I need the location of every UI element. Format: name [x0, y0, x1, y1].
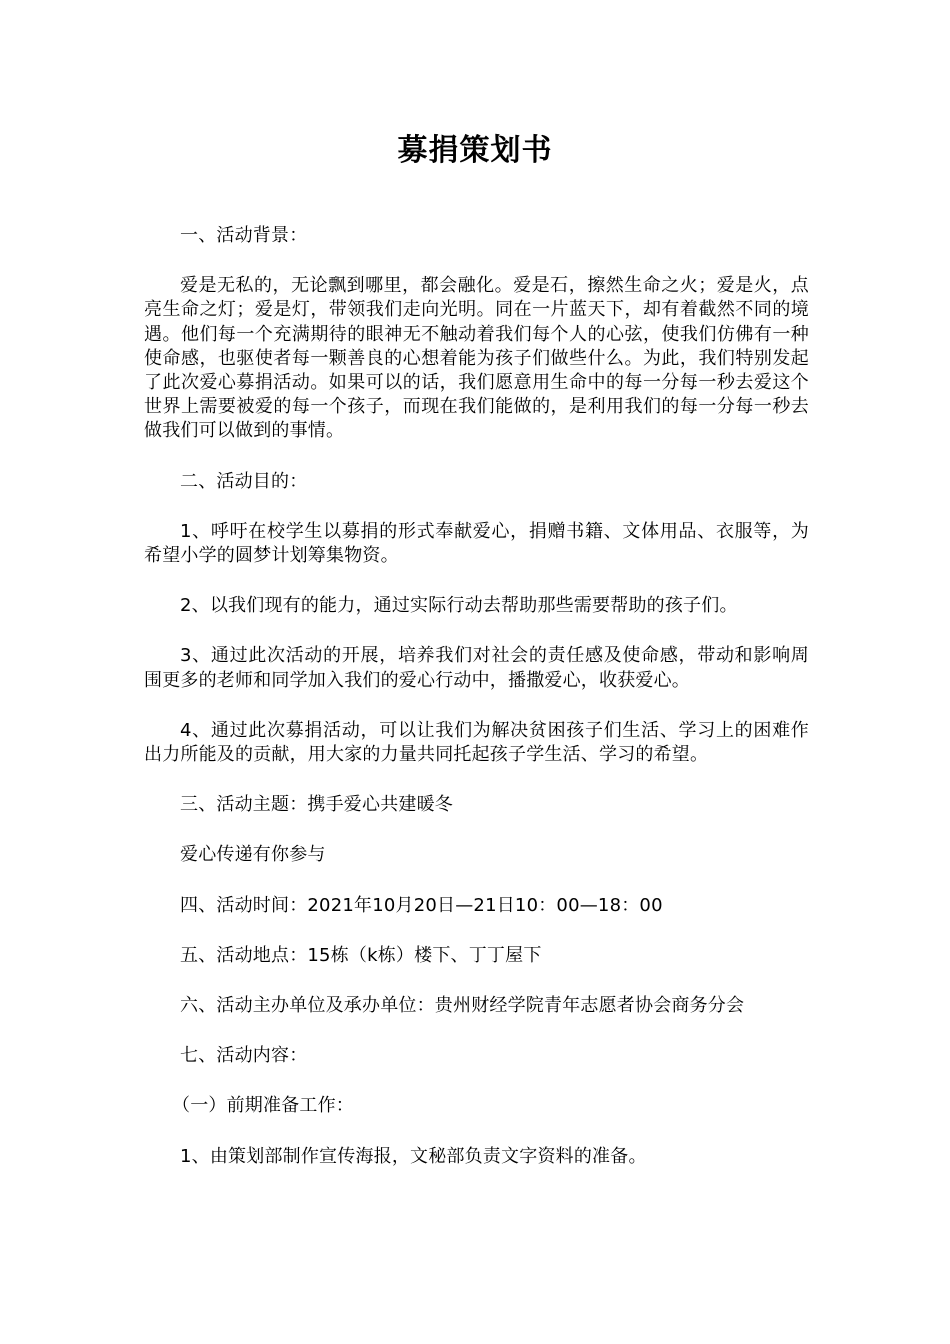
- paragraph-background: 爱是无私的，无论飘到哪里，都会融化。爱是石，擦然生命之火；爱是火，点亮生命之灯；爱是灯，带领我们走向光明。同在一片蓝天下，却有着截然不同的境遇。他们每一个充满期待的眼神无不触动着我们每个人的心弦，使我们仿佛有一种使命感，也驱使者每一颗善良的心想着能为孩子们做些什么。为此，我们特别发起了此次爱心募捐活动。如果可以的话，我们愿意用生命中的每一分每一秒去爱这个世界上需要被爱的每一个孩子，而现在我们能做的，是利用我们的每一分每一秒去做我们可以做到的事情。: [144, 275, 809, 442]
- section-heading-purpose: 二、活动目的：: [180, 470, 308, 492]
- purpose-item-2: 2、以我们现有的能力，通过实际行动去帮助那些需要帮助的孩子们。: [180, 595, 738, 617]
- purpose-item-4: 4、通过此次募捐活动，可以让我们为解决贫困孩子们生活、学习上的困难作出力所能及的贡献，用大家的力量共同托起孩子学生活、学习的希望。: [144, 719, 809, 766]
- section-heading-time: 四、活动时间：2021年10月20日—21日10：00—18：00: [180, 894, 663, 916]
- section-heading-location: 五、活动地点：15栋（k栋）楼下、丁丁屋下: [180, 944, 542, 966]
- section-heading-background: 一、活动背景：: [180, 225, 308, 246]
- section-heading-theme: 三、活动主题：携手爱心共建暖冬: [180, 794, 453, 816]
- preparation-item-1: 1、由策划部制作宣传海报，文秘部负责文字资料的准备。: [180, 1145, 647, 1167]
- document-body: [144, 224, 809, 1195]
- document-title: 募捐策划书: [397, 133, 553, 168]
- purpose-item-1: 1、呼吁在校学生以募捐的形式奉献爱心，捐赠书籍、文体用品、衣服等，为希望小学的圆梦计划筹集物资。: [144, 520, 809, 567]
- section-heading-organizer: 六、活动主办单位及承办单位：贵州财经学院青年志愿者协会商务分会: [180, 995, 745, 1017]
- theme-slogan: 爱心传递有你参与: [180, 844, 326, 866]
- purpose-item-3: 3、通过此次活动的开展，培养我们对社会的责任感及使命感，带动和影响周围更多的老师和同学加入我们的爱心行动中，播撒爱心，收获爱心。: [144, 645, 809, 691]
- subsection-heading-preparation: （一）前期准备工作：: [172, 1095, 354, 1117]
- section-heading-content: 七、活动内容：: [180, 1045, 308, 1067]
